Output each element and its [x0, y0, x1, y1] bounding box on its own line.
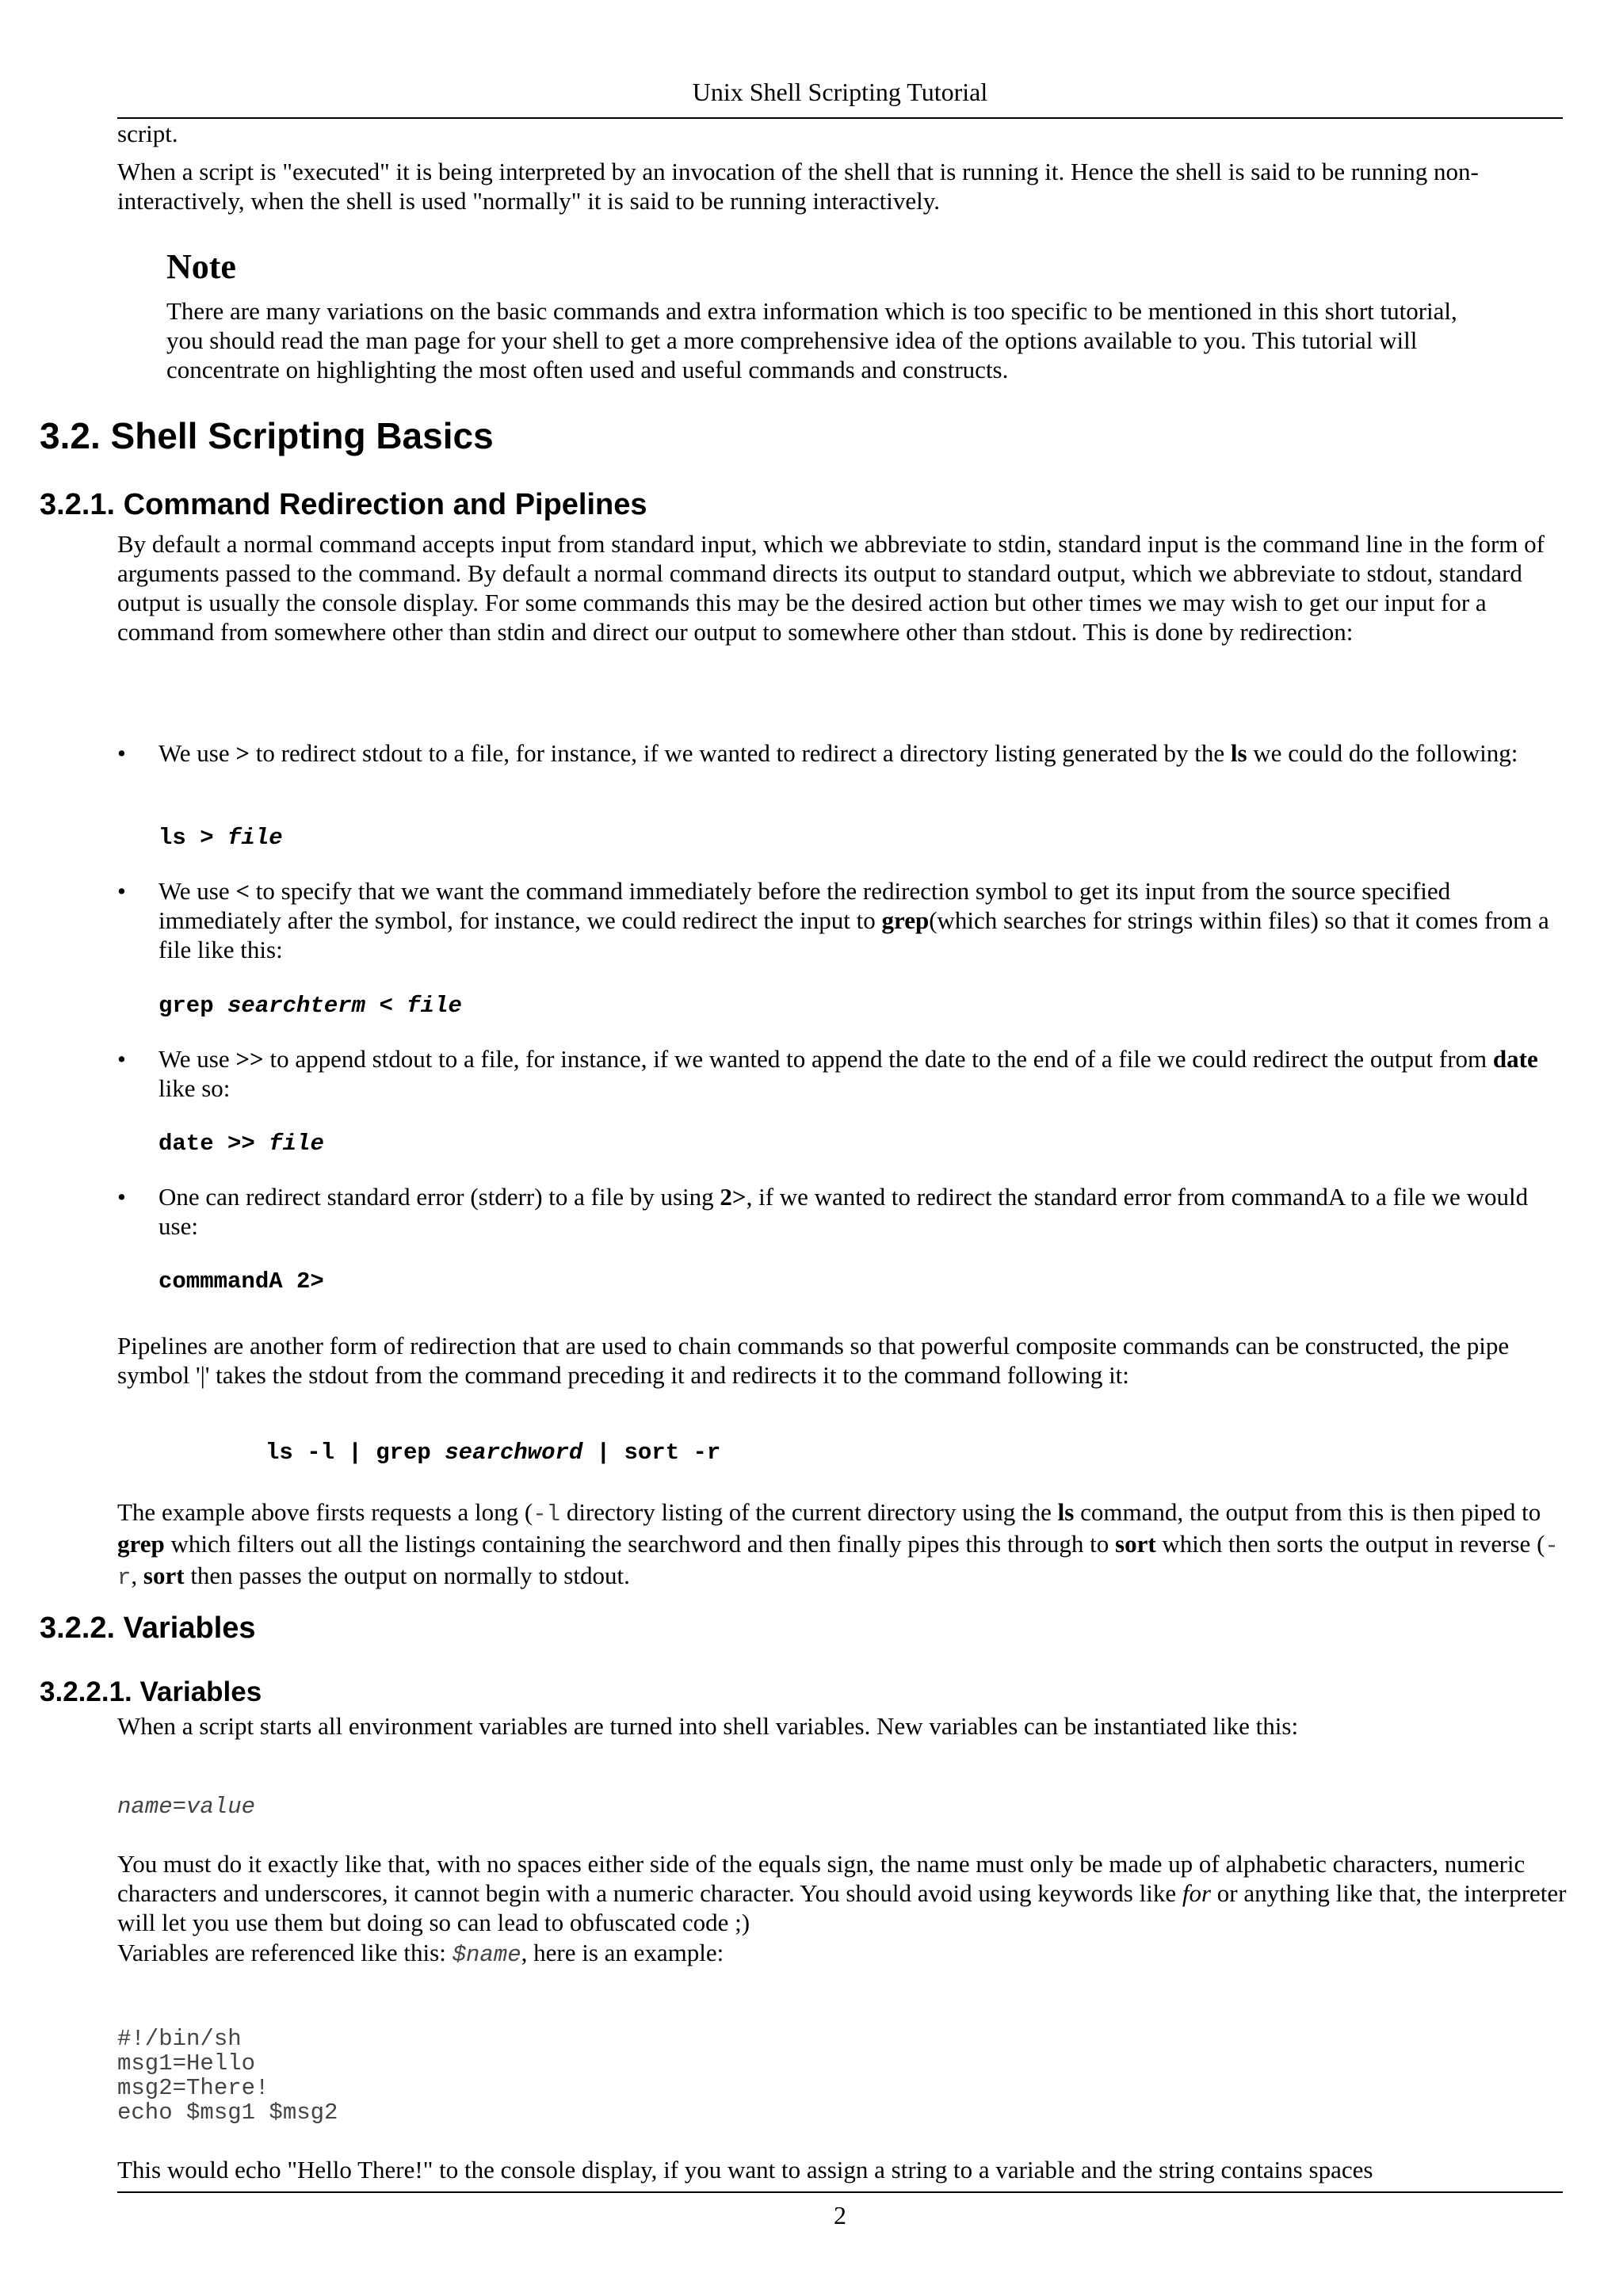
intro-line: script. [117, 120, 178, 147]
section-title-3-2-2-1: 3.2.2.1. Variables [40, 1676, 262, 1707]
bullet-marker: • [117, 1045, 126, 1073]
section-title-3-2: 3.2. Shell Scripting Basics [40, 415, 494, 456]
script-example: #!/bin/sh msg1=Hello msg2=There! echo $msg1 $msg2 [117, 2026, 338, 2126]
redirection-intro: By default a normal command accepts input from standard input, which we abbreviate to stdin, standard input is the command line in the form of arguments passed to the command. By default a normal command directs its output to standard output, which we abbreviate to stdout, standard output is usually the console display. For some commands this may be the desired action but other times we may wish to get our input for a command from somewhere other than stdin and direct our output to somewhere other than stdout. This is done by redirection: [117, 530, 1545, 646]
intro-paragraph: When a script is "executed" it is being interpreted by an invocation of the shell that is running it. Hence the shell is said to be running non-interactively, when the shell is used "normally" it is said to be running interactively. [117, 158, 1479, 215]
pipelines-paragraph: Pipelines are another form of redirection that are used to chain commands so that powerful composite commands can be constructed, the pipe symbol '|' takes the stdout from the command preceding it and redirects it to the command following it: [117, 1332, 1510, 1389]
pipeline-example: ls -l | grep searchword | sort -r [265, 1440, 721, 1466]
variables-rules: You must do it exactly like that, with no spaces either side of the equals sign, the name must only be made up of alphabetic characters, numeric characters and underscores, it cannot begin with a numeric character. You should avoid using keywords like for or anything like that, the interpreter will let you use them but doing so can lead to obfuscated code ;) [117, 1850, 1567, 1936]
code-example: commmandA 2> [158, 1268, 324, 1295]
page-number: 2 [117, 2191, 1563, 2231]
running-header: Unix Shell Scripting Tutorial [117, 73, 1563, 119]
code-example: date >> file [158, 1131, 324, 1157]
variable-syntax-example: name=value [117, 1794, 256, 1820]
bullet-marker: • [117, 877, 126, 905]
bullet-text: We use >> to append stdout to a file, for instance, if we wanted to append the date to the end of a file we could redirect the output from date like so: [158, 1045, 1538, 1102]
note-text: There are many variations on the basic commands and extra information which is too specific to be mentioned in this short tutorial, you should read the man page for your shell to get a more comprehensive idea of the options available to you. This tutorial will concentrate on highlighting the most often used and useful commands and constructs. [166, 297, 1457, 383]
bullet-marker: • [117, 1183, 126, 1211]
bullet-text: We use < to specify that we want the command immediately before the redirection symbol to get its input from the source specified immediately after the symbol, for instance, we could redirect the input to grep(which searches for strings within files) so that it comes from a file like this: [158, 877, 1549, 963]
bullet-text: We use > to redirect stdout to a file, for instance, if we wanted to redirect a directory listing generated by the ls we could do the following: [158, 739, 1518, 767]
code-example: grep searchterm < file [158, 993, 462, 1019]
section-title-3-2-2: 3.2.2. Variables [40, 1611, 256, 1645]
bullet-text: One can redirect standard error (stderr) to a file by using 2>, if we wanted to redirect the standard error from commandA to a file we would use: [158, 1183, 1529, 1240]
variables-reference: Variables are referenced like this: $name, here is an example: [117, 1939, 724, 1968]
section-title-3-2-1: 3.2.1. Command Redirection and Pipelines [40, 488, 647, 521]
code-example: ls > file [158, 825, 283, 851]
variables-intro: When a script starts all environment variables are turned into shell variables. New variables can be instantiated like this: [117, 1712, 1299, 1740]
pipeline-explanation: The example above firsts requests a long (-l directory listing of the current directory using the ls command, the output from this is then piped to grep which filters out all the listings containing the searchword and then finally pipes this through to sort which then sorts the output in reverse (-r, sort then passes the output on normally to stdout. [117, 1498, 1559, 1591]
closing-paragraph: This would echo "Hello There!" to the console display, if you want to assign a string to a variable and the string contains spaces [117, 2156, 1373, 2183]
bullet-marker: • [117, 739, 126, 767]
note-title: Note [166, 247, 236, 286]
